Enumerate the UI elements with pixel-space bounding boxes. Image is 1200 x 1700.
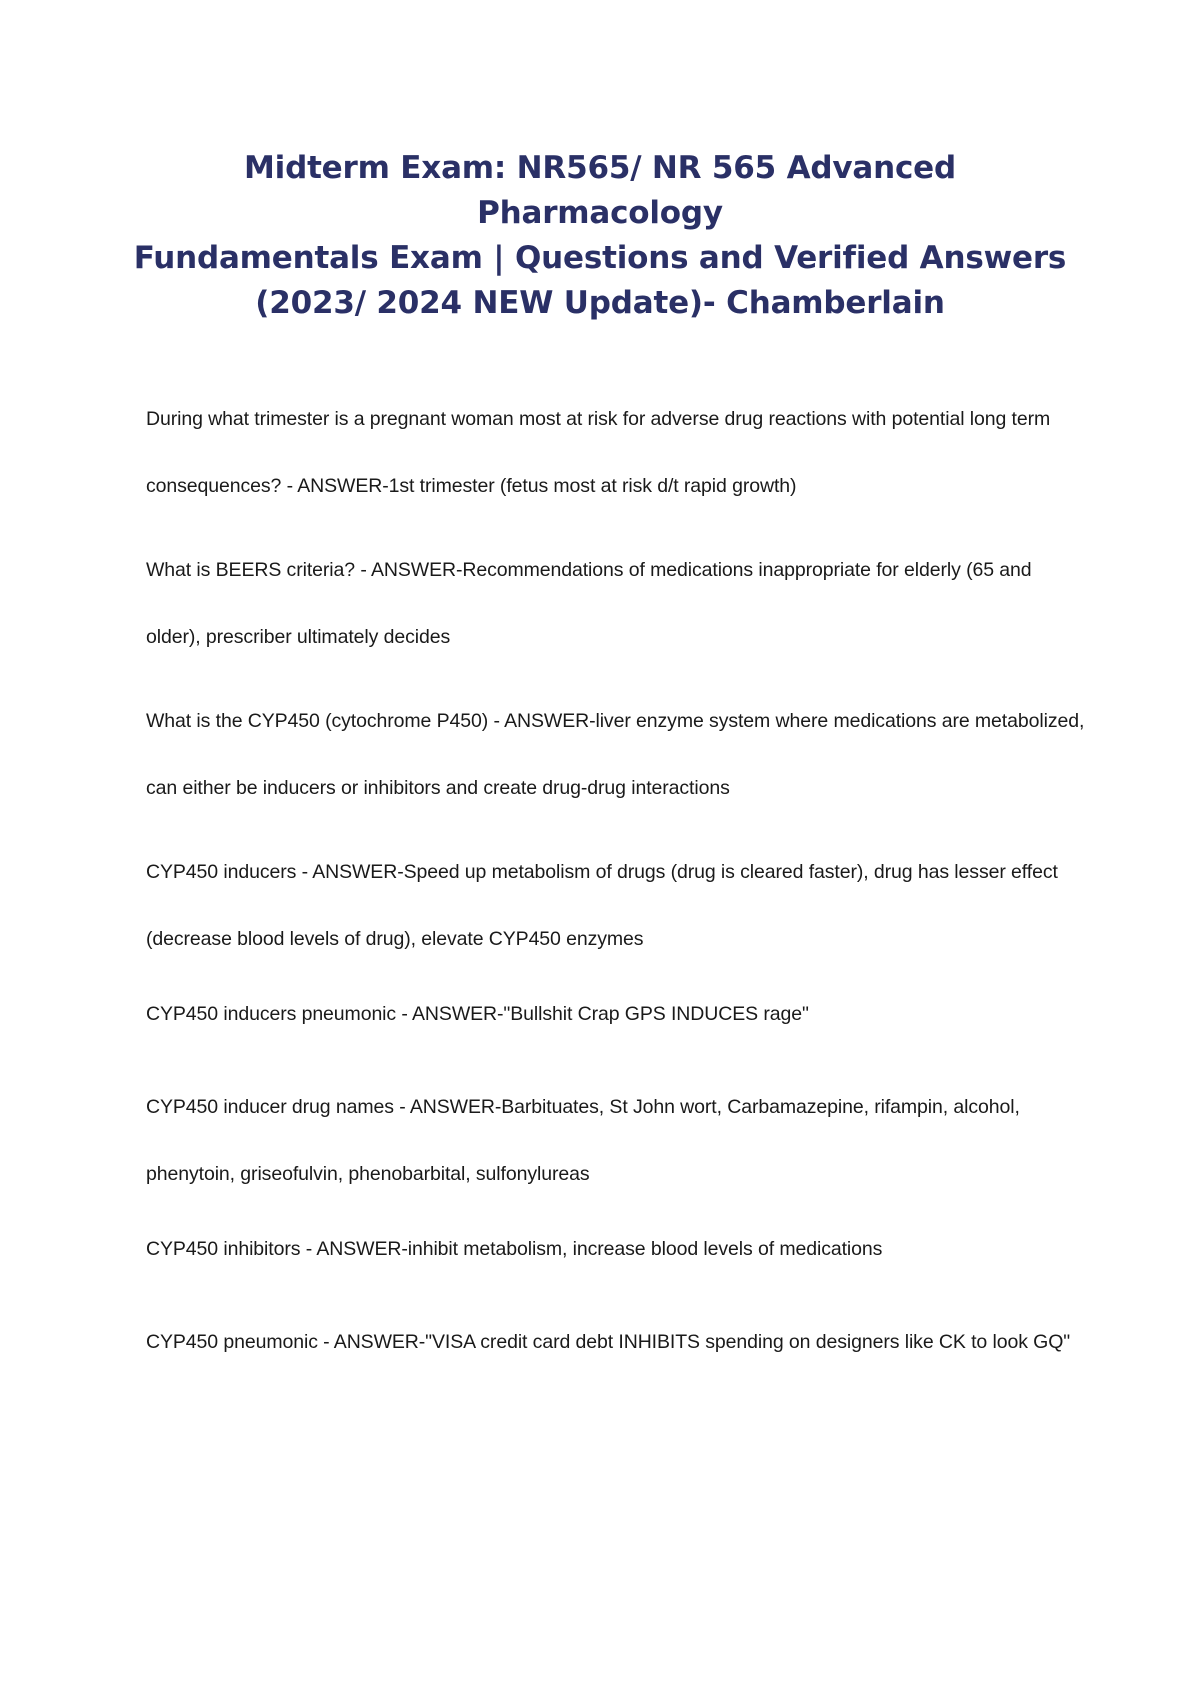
qa-item-inducer-drug-names: CYP450 inducer drug names - ANSWER-Barbituates, St John wort, Carbamazepine, rifampin, alcohol, phenytoin, griseofulvin, phenobarbital, sulfonylureas	[146, 1096, 1020, 1185]
qa-item-cyp450-definition: What is the CYP450 (cytochrome P450) - ANSWER-liver enzyme system where medications are metabolized, can either be inducers or inhibitors and create drug-drug interactions	[146, 710, 1085, 799]
qa-item-beers-criteria: What is BEERS criteria? - ANSWER-Recommendations of medications inappropriate for elderly (65 and older), prescriber ultimately decides	[146, 559, 1032, 648]
title-line-1: Midterm Exam: NR565/ NR 565 Advanced Pharmacology	[244, 150, 956, 231]
document-title	[120, 146, 1080, 326]
qa-item-inducers-pneumonic: CYP450 inducers pneumonic - ANSWER-"Bullshit Crap GPS INDUCES rage"	[146, 1003, 809, 1025]
qa-item-trimester-risk: During what trimester is a pregnant woman most at risk for adverse drug reactions with potential long term consequences? - ANSWER-1st trimester (fetus most at risk d/t rapid growth)	[146, 408, 1051, 497]
qa-item-cyp450-inhibitors: CYP450 inhibitors - ANSWER-inhibit metabolism, increase blood levels of medications	[146, 1238, 883, 1260]
qa-list	[146, 386, 1086, 1393]
title-line-3: (2023/ 2024 NEW Update)- Chamberlain	[255, 285, 945, 321]
qa-item-cyp450-pneumonic: CYP450 pneumonic - ANSWER-"VISA credit card debt INHIBITS spending on designers like CK to look GQ"	[146, 1331, 1071, 1353]
title-line-2: Fundamentals Exam | Questions and Verified Answers	[133, 240, 1067, 276]
qa-item-cyp450-inducers: CYP450 inducers - ANSWER-Speed up metabolism of drugs (drug is cleared faster), drug has lesser effect (decrease blood levels of drug), elevate CYP450 enzymes	[146, 861, 1058, 950]
